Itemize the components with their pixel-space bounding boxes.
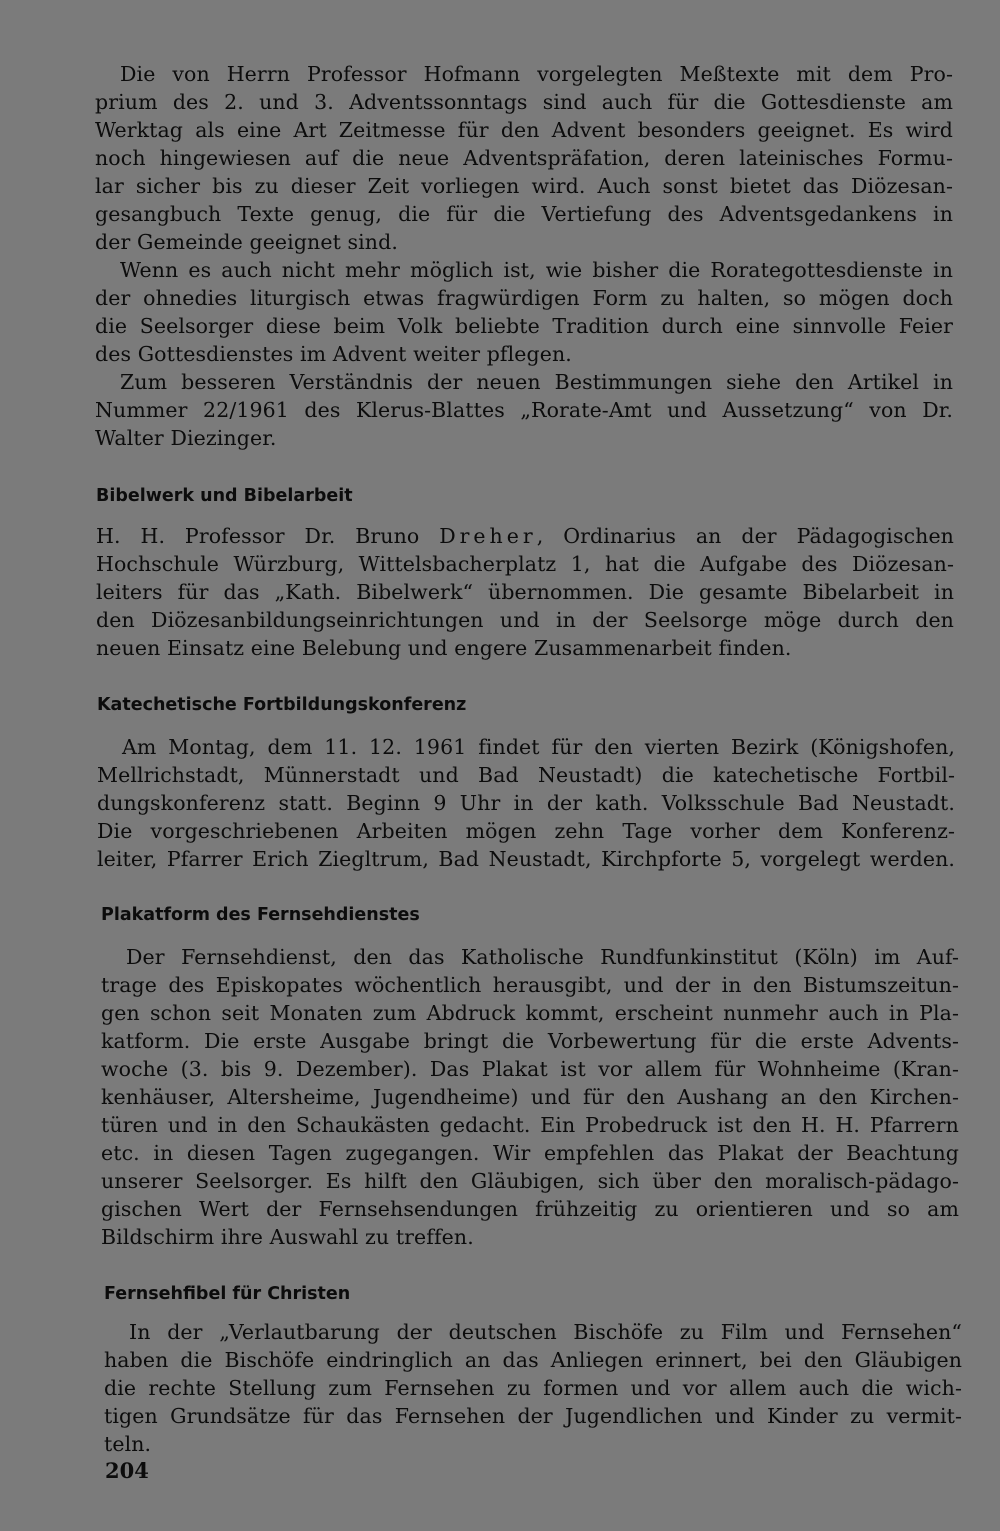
heading-plakatform: Plakatform des Fernsehdienstes	[101, 905, 420, 925]
text-line: In der „Verlautbarung der deutschen Bischöfe zu Film und Fernsehen“	[129, 1320, 962, 1344]
text-line: die rechte Stellung zum Fernsehen zu formen und vor allem auch die wich-	[104, 1376, 962, 1400]
paragraph-rorate	[95, 256, 953, 368]
text-line: Die vorgeschriebenen Arbeiten mögen zehn Tage vorher dem Konferenz-	[97, 819, 955, 843]
text-line: Zum besseren Verständnis der neuen Bestimmungen siehe den Artikel in	[120, 370, 953, 394]
text-line: der ohnedies liturgisch etwas fragwürdigen Form zu halten, so mögen doch	[95, 286, 953, 310]
text-line: Nummer 22/1961 des Klerus-Blattes „Rorate-Amt und Aussetzung“ von Dr.	[95, 398, 953, 422]
heading-katechetische-fortbildungskonferenz: Katechetische Fortbildungskonferenz	[97, 695, 467, 715]
text-line: Wenn es auch nicht mehr möglich ist, wie bisher die Rorategottesdienste in	[120, 258, 953, 282]
text-line: Bildschirm ihre Auswahl zu treffen.	[101, 1225, 474, 1249]
heading-fernsehfibel: Fernsehfibel für Christen	[104, 1284, 351, 1304]
text-line: gesangbuch Texte genug, die für die Vertiefung des Adventsgedankens in	[95, 202, 953, 226]
text-line: leiter, Pfarrer Erich Ziegltrum, Bad Neustadt, Kirchpforte 5, vorgelegt werden.	[97, 847, 955, 871]
text-line: tigen Grundsätze für das Fernsehen der Jugendlichen und Kinder zu vermit-	[104, 1404, 962, 1428]
text-line: gen schon seit Monaten zum Abdruck kommt, erscheint nunmehr auch in Pla-	[101, 1001, 959, 1025]
text-line: des Gottesdienstes im Advent weiter pflegen.	[95, 342, 572, 366]
text-line: Walter Diezinger.	[95, 426, 277, 450]
text-line: leiters für das „Kath. Bibelwerk“ übernommen. Die gesamte Bibelarbeit in	[96, 580, 954, 604]
text-line: kenhäuser, Altersheime, Jugendheime) und für den Aushang an den Kirchen-	[101, 1085, 959, 1109]
paragraph-bibelwerk	[96, 522, 954, 662]
text-line: die Seelsorger diese beim Volk beliebte Tradition durch eine sinnvolle Feier	[95, 314, 953, 338]
spaced-name: Dreher	[439, 524, 537, 548]
text-line: Hochschule Würzburg, Wittelsbacherplatz 1, hat die Aufgabe des Diözesan-	[96, 552, 954, 576]
text-line: den Diözesanbildungseinrichtungen und in der Seelsorge möge durch den	[96, 608, 954, 632]
text-line: katform. Die erste Ausgabe bringt die Vorbewertung für die erste Advents-	[101, 1029, 959, 1053]
text-span: H. H. Professor Dr. Bruno	[96, 524, 440, 548]
text-line: dungskonferenz statt. Beginn 9 Uhr in der kath. Volksschule Bad Neustadt.	[97, 791, 955, 815]
heading-bibelwerk: Bibelwerk und Bibelarbeit	[96, 486, 353, 506]
text-line	[96, 522, 954, 550]
text-line: türen und in den Schaukästen gedacht. Ein Probedruck ist den H. H. Pfarrern	[101, 1113, 959, 1137]
text-span: , Ordinarius an der Pädagogischen	[536, 524, 954, 548]
paragraph-plakatform	[101, 943, 959, 1251]
paragraph-katechetisch	[97, 733, 955, 873]
page-number: 204	[105, 1458, 149, 1483]
text-line: haben die Bischöfe eindringlich an das Anliegen erinnert, bei den Gläubigen	[104, 1348, 962, 1372]
text-line: teln.	[104, 1432, 152, 1456]
text-line: trage des Episkopates wöchentlich herausgibt, und der in den Bistumszeitun-	[101, 973, 959, 997]
text-line: Mellrichstadt, Münnerstadt und Bad Neustadt) die katechetische Fortbil-	[97, 763, 955, 787]
paragraph-verstaendnis	[95, 368, 953, 452]
text-line: woche (3. bis 9. Dezember). Das Plakat ist vor allem für Wohnheime (Kran-	[101, 1057, 959, 1081]
text-line: Die von Herrn Professor Hofmann vorgelegten Meßtexte mit dem Pro-	[120, 62, 953, 86]
text-line: gischen Wert der Fernsehsendungen frühzeitig zu orientieren und so am	[101, 1197, 959, 1221]
text-line: unserer Seelsorger. Es hilft den Gläubigen, sich über den moralisch-pädago-	[101, 1169, 959, 1193]
text-line: Werktag als eine Art Zeitmesse für den Advent besonders geeignet. Es wird	[95, 118, 953, 142]
paragraph-messtexte	[95, 60, 953, 256]
text-line: Am Montag, dem 11. 12. 1961 findet für den vierten Bezirk (Königshofen,	[122, 735, 955, 759]
text-line: neuen Einsatz eine Belebung und engere Zusammenarbeit finden.	[96, 636, 792, 660]
text-line: prium des 2. und 3. Adventssonntags sind auch für die Gottesdienste am	[95, 90, 953, 114]
text-line: noch hingewiesen auf die neue Adventspräfation, deren lateinisches Formu-	[95, 146, 953, 170]
paragraph-fernsehfibel	[104, 1318, 962, 1458]
text-line: lar sicher bis zu dieser Zeit vorliegen wird. Auch sonst bietet das Diözesan-	[95, 174, 953, 198]
text-line: etc. in diesen Tagen zugegangen. Wir empfehlen das Plakat der Beachtung	[101, 1141, 959, 1165]
text-line: der Gemeinde geeignet sind.	[95, 230, 398, 254]
text-line: Der Fernsehdienst, den das Katholische Rundfunkinstitut (Köln) im Auf-	[126, 945, 959, 969]
